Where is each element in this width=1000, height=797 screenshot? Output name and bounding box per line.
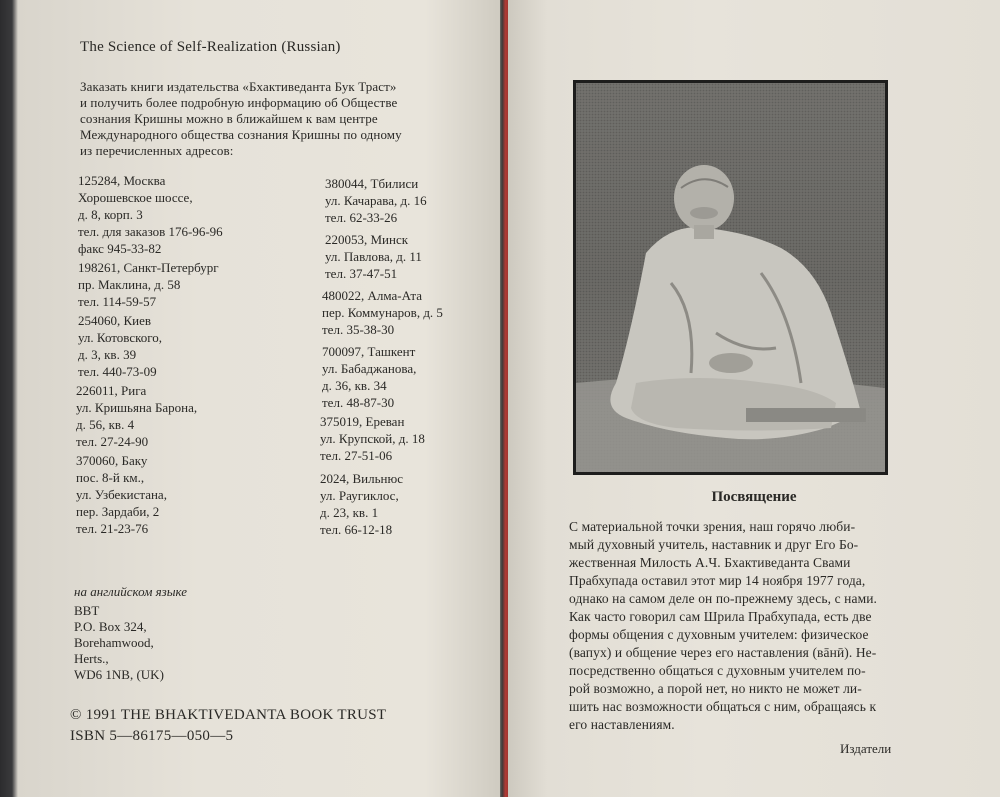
- address-line: ул. Крупской, д. 18: [320, 431, 425, 446]
- address-line: пер. Зардаби, 2: [76, 504, 160, 519]
- address-line: 380044, Тбилиси: [325, 176, 419, 191]
- dedication-title: Посвящение: [711, 489, 797, 505]
- portrait-photo: [573, 80, 888, 475]
- address-line: тел. 114-59-57: [78, 294, 157, 309]
- body-line: мый духовный учитель, наставник и друг Его Бо-: [569, 537, 859, 552]
- portrait-illustration: [576, 83, 885, 472]
- address-line: 254060, Киев: [78, 313, 152, 328]
- address-line: Herts.,: [74, 651, 109, 666]
- body-line: формы общения с духовным учителем: физическое: [569, 627, 869, 642]
- address-line: 700097, Ташкент: [322, 344, 416, 359]
- body-line: Прабхупада оставил этот мир 14 ноября 1977 года,: [569, 573, 866, 588]
- intro-line: сознания Кришны можно в ближайшем к вам центре: [80, 111, 378, 126]
- address-line: 2024, Вильнюс: [320, 471, 403, 486]
- address-line: тел. 440-73-09: [78, 364, 157, 379]
- address-line: 226011, Рига: [76, 383, 147, 398]
- address-line: тел. 35-38-30: [322, 322, 395, 337]
- address-line: ул. Узбекистана,: [76, 487, 167, 502]
- address-line: тел. 27-51-06: [320, 448, 393, 463]
- intro-line: Заказать книги издательства «Бхактиведанта Бук Траст»: [80, 79, 397, 94]
- address-line: Borehamwood,: [74, 635, 154, 650]
- address-line: ул. Качарава, д. 16: [325, 193, 427, 208]
- copyright-notice: © 1991 THE BHAKTIVEDANTA BOOK TRUST: [70, 707, 387, 723]
- address-line: Хорошевское шоссе,: [78, 190, 193, 205]
- address-line: пр. Маклина, д. 58: [78, 277, 181, 292]
- address-line: 370060, Баку: [76, 453, 148, 468]
- address-line: 125284, Москва: [78, 173, 166, 188]
- body-line: Как часто говорил сам Шрила Прабхупада, есть две: [569, 609, 872, 624]
- body-line: рой возможно, а порой нет, но никто не может ли-: [569, 681, 862, 696]
- body-line: посредственно общаться с духовным учителем по-: [569, 663, 866, 678]
- intro-line: и получить более подробную информацию об Обществе: [80, 95, 398, 110]
- address-line: P.O. Box 324,: [74, 619, 147, 634]
- address-line: BBT: [74, 603, 100, 618]
- address-line: тел. 48-87-30: [322, 395, 395, 410]
- isbn: ISBN 5—86175—050—5: [70, 728, 234, 744]
- address-line: ул. Павлова, д. 11: [325, 249, 422, 264]
- body-line: его наставлениям.: [569, 717, 675, 732]
- foreign-edition-label: на английском языке: [74, 584, 188, 599]
- address-line: д. 3, кв. 39: [78, 347, 137, 362]
- address-line: ул. Раугиклос,: [320, 488, 399, 503]
- address-line: тел. 21-23-76: [76, 521, 149, 536]
- address-line: д. 23, кв. 1: [320, 505, 379, 520]
- body-line: жественная Милость А.Ч. Бхактиведанта Свами: [569, 555, 851, 570]
- address-line: ул. Бабаджанова,: [322, 361, 417, 376]
- address-line: 375019, Ереван: [320, 414, 405, 429]
- address-line: пос. 8-й км.,: [76, 470, 145, 485]
- publisher-signature: Издатели: [840, 741, 892, 756]
- address-line: пер. Коммунаров, д. 5: [322, 305, 443, 320]
- address-line: ул. Кришьяна Барона,: [76, 400, 198, 415]
- address-line: 480022, Алма-Ата: [322, 288, 422, 303]
- body-line: шить нас возможности общаться с ним, обращаясь к: [569, 699, 877, 714]
- address-line: тел. для заказов 176-96-96: [78, 224, 223, 239]
- address-line: WD6 1NB, (UK): [74, 667, 164, 682]
- address-line: тел. 66-12-18: [320, 522, 393, 537]
- address-line: тел. 37-47-51: [325, 266, 398, 281]
- intro-line: Международного общества сознания Кришны по одному: [80, 127, 402, 142]
- intro-line: из перечисленных адресов:: [80, 143, 234, 158]
- book-original-title: The Science of Self-Realization (Russian): [80, 39, 341, 55]
- address-line: факс 945-33-82: [78, 241, 162, 256]
- address-line: тел. 62-33-26: [325, 210, 398, 225]
- address-line: 198261, Санкт-Петербург: [78, 260, 219, 275]
- body-line: С материальной точки зрения, наш горячо люби-: [569, 519, 856, 534]
- address-line: 220053, Минск: [325, 232, 409, 247]
- address-line: тел. 27-24-90: [76, 434, 149, 449]
- address-line: д. 8, корп. 3: [78, 207, 143, 222]
- address-line: ул. Котовского,: [78, 330, 163, 345]
- address-line: д. 36, кв. 34: [322, 378, 387, 393]
- body-line: однако на самом деле он по-прежнему здесь, с нами.: [569, 591, 878, 606]
- address-line: д. 56, кв. 4: [76, 417, 135, 432]
- body-line: (вапух) и общение через его наставления (вāнӣ). Не-: [569, 645, 877, 660]
